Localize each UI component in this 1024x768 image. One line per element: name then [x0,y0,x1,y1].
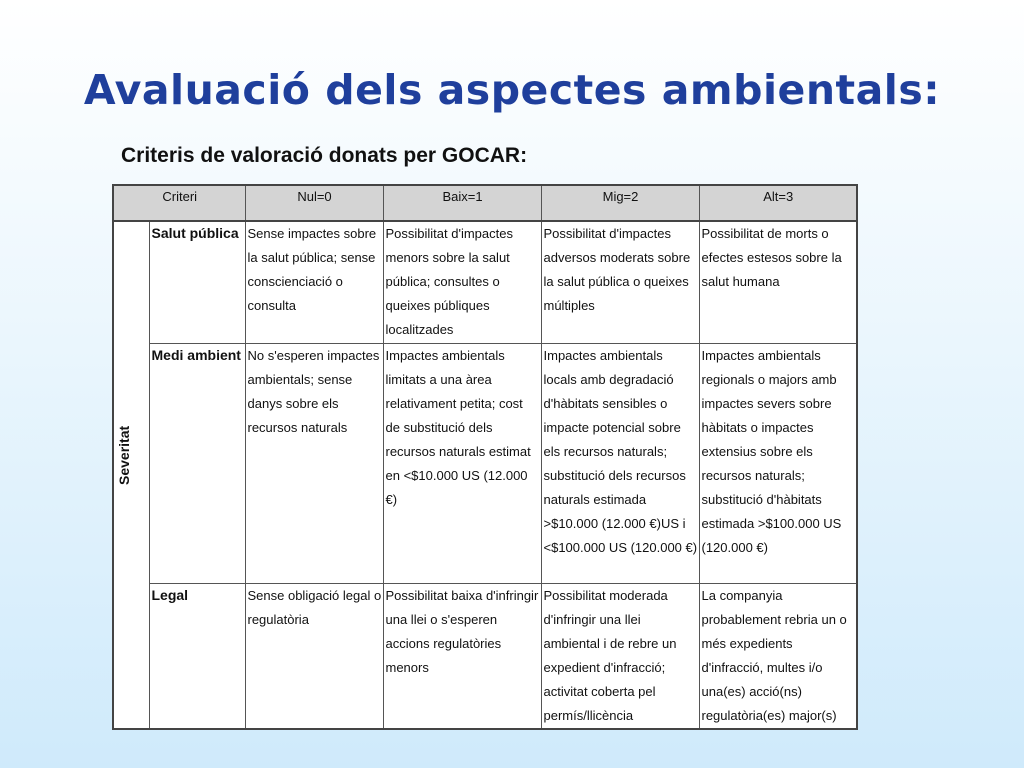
group-label: Severitat [116,425,132,485]
table-cell: Impactes ambientals regionals o majors amb impactes severs sobre hàbitats o impactes extensius sobre els recursos naturals; substitució d'hàbitats estimada >$100.000 US (120.000 €) [699,343,857,583]
table-cell: No s'esperen impactes ambientals; sense danys sobre els recursos naturals [245,343,383,583]
table-cell: La companyia probablement rebria un o més expedients d'infracció, multes i/o una(es) acció(ns) regulatòria(es) major(s) [699,583,857,729]
header-alt: Alt=3 [699,185,857,221]
table-row [113,343,857,583]
row-category: Legal [149,583,245,729]
slide-title: Avaluació dels aspectes ambientals: [83,66,941,114]
row-category: Salut pública [149,221,245,343]
criteria-table [112,184,858,730]
table-cell: Sense obligació legal o regulatòria [245,583,383,729]
table-cell: Impactes ambientals limitats a una àrea relativament petita; cost de substitució dels recursos naturals estimat en <$10.000 US (12.000 €) [383,343,541,583]
table-cell: Impactes ambientals locals amb degradació d'hàbitats sensibles o impacte potencial sobre els recursos naturals; substitució dels recursos naturals estimada >$10.000 (12.000 €)US i <$100.000 US (120.000 €) [541,343,699,583]
table-cell: Possibilitat d'impactes adversos moderats sobre la salut pública o queixes múltiples [541,221,699,343]
table-row [113,221,857,343]
slide-subtitle: Criteris de valoració donats per GOCAR: [121,144,528,167]
table-cell: Sense impactes sobre la salut pública; sense conscienciació o consulta [245,221,383,343]
header-mig: Mig=2 [541,185,699,221]
table-cell: Possibilitat baixa d'infringir una llei o s'esperen accions regulatòries menors [383,583,541,729]
table-header-row [113,185,857,221]
group-cell-severitat [113,221,149,729]
header-nul: Nul=0 [245,185,383,221]
table-row [113,583,857,729]
row-category: Medi ambient [149,343,245,583]
table-cell: Possibilitat moderada d'infringir una llei ambiental i de rebre un expedient d'infracció; activitat coberta pel permís/llicència [541,583,699,729]
table-cell: Possibilitat de morts o efectes estesos sobre la salut humana [699,221,857,343]
header-criteri: Criteri [113,185,245,221]
header-baix: Baix=1 [383,185,541,221]
table-cell: Possibilitat d'impactes menors sobre la salut pública; consultes o queixes públiques localitzades [383,221,541,343]
